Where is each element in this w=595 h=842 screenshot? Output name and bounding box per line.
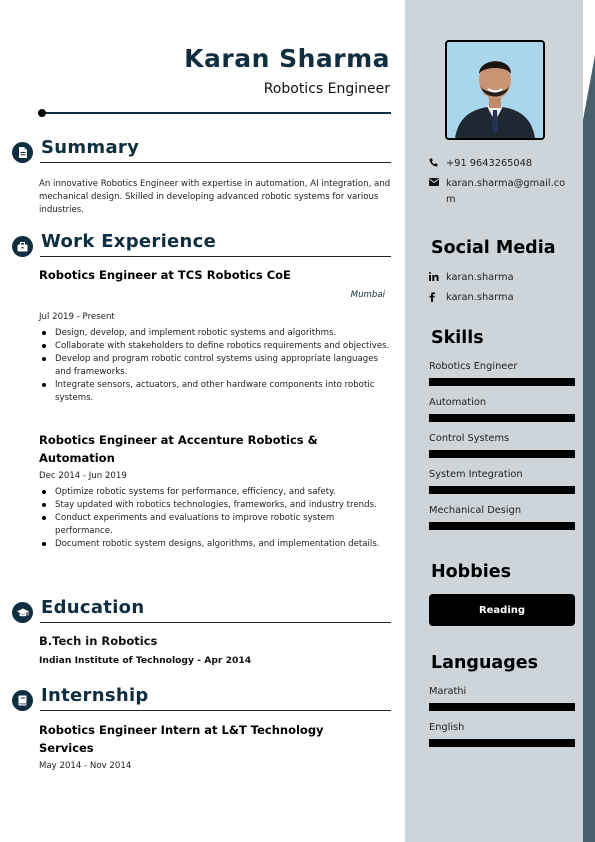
social-linkedin[interactable] — [429, 270, 514, 286]
skill-level-bar — [429, 522, 575, 530]
list-item: Optimize robotic systems for performance, efficiency, and safety. — [39, 486, 391, 499]
section-title-skills: Skills — [431, 328, 484, 348]
section-divider — [40, 256, 391, 257]
language-label: Marathi — [429, 686, 467, 697]
list-item: Document robotic system designs, algorithms, and implementation details. — [39, 538, 391, 551]
language-label: English — [429, 722, 465, 733]
language-level-bar — [429, 739, 575, 747]
internship-dates: May 2014 - Nov 2014 — [39, 761, 132, 771]
job-dates: Dec 2014 - Jun 2019 — [39, 471, 127, 481]
education-school: Indian Institute of Technology - Apr 2014 — [39, 655, 252, 666]
email-address[interactable]: karan.sharma@gmail.com — [446, 178, 566, 205]
list-item: Integrate sensors, actuators, and other hardware components into robotic systems. — [39, 379, 391, 405]
contact-phone — [429, 156, 532, 172]
skill-level-bar — [429, 450, 575, 458]
section-title-hobbies: Hobbies — [431, 562, 512, 582]
section-divider — [40, 710, 391, 711]
linkedin-handle: karan.sharma — [446, 272, 514, 283]
skill-label: Automation — [429, 397, 487, 408]
job-location: Mumbai — [350, 290, 385, 300]
list-item: Develop and program robotic control systems using appropriate languages and frameworks. — [39, 353, 391, 379]
briefcase-icon — [12, 236, 33, 257]
avatar — [445, 40, 545, 140]
skill-level-bar — [429, 414, 575, 422]
section-divider — [40, 622, 391, 623]
section-title-internship: Internship — [41, 685, 149, 706]
education-degree: B.Tech in Robotics — [39, 634, 158, 648]
sidebar-accent-stripe — [583, 0, 595, 842]
facebook-icon — [429, 290, 446, 302]
skill-label: Control Systems — [429, 433, 510, 444]
summary-text: An innovative Robotics Engineer with expertise in automation, AI integration, and mechanical design. Skilled in developing advanced robotic systems for various industries. — [39, 179, 391, 215]
section-title-social: Social Media — [431, 238, 556, 258]
job-bullets — [39, 486, 391, 551]
contact-email — [429, 176, 571, 208]
section-title-education: Education — [41, 597, 145, 618]
list-item: Collaborate with stakeholders to define robotics requirements and objectives. — [39, 340, 391, 353]
skill-label: System Integration — [429, 469, 523, 480]
phone-number: +91 9643265048 — [446, 158, 533, 169]
list-item: Stay updated with robotics technologies, frameworks, and industry trends. — [39, 499, 391, 512]
job-bullets — [39, 327, 391, 405]
phone-icon — [429, 156, 446, 167]
linkedin-icon — [429, 270, 446, 281]
candidate-name: Karan Sharma — [184, 44, 390, 73]
facebook-handle: karan.sharma — [446, 292, 514, 303]
graduation-cap-icon — [12, 602, 33, 623]
language-level-bar — [429, 703, 575, 711]
document-icon — [12, 142, 33, 163]
book-icon — [12, 690, 33, 711]
candidate-title: Robotics Engineer — [263, 81, 390, 97]
skill-label: Robotics Engineer — [429, 361, 518, 372]
skill-level-bar — [429, 378, 575, 386]
job-dates: Jul 2019 - Present — [39, 312, 115, 322]
section-title-experience: Work Experience — [41, 231, 217, 252]
section-title-summary: Summary — [41, 137, 140, 158]
skill-level-bar — [429, 486, 575, 494]
list-item: Design, develop, and implement robotic systems and algorithms. — [39, 327, 391, 340]
header-divider-dot — [38, 109, 46, 117]
social-facebook[interactable] — [429, 290, 514, 306]
list-item: Conduct experiments and evaluations to improve robotic system performance. — [39, 512, 391, 538]
section-divider — [40, 162, 391, 163]
section-title-languages: Languages — [431, 653, 539, 673]
envelope-icon — [429, 176, 446, 186]
internship-heading: Robotics Engineer Intern at L&T Technology Services — [39, 723, 324, 755]
hobby-badge: Reading — [429, 594, 575, 626]
skill-label: Mechanical Design — [429, 505, 522, 516]
job-heading: Robotics Engineer at TCS Robotics CoE — [39, 268, 291, 282]
header-divider — [40, 112, 391, 114]
job-heading: Robotics Engineer at Accenture Robotics & Automation — [39, 433, 318, 465]
